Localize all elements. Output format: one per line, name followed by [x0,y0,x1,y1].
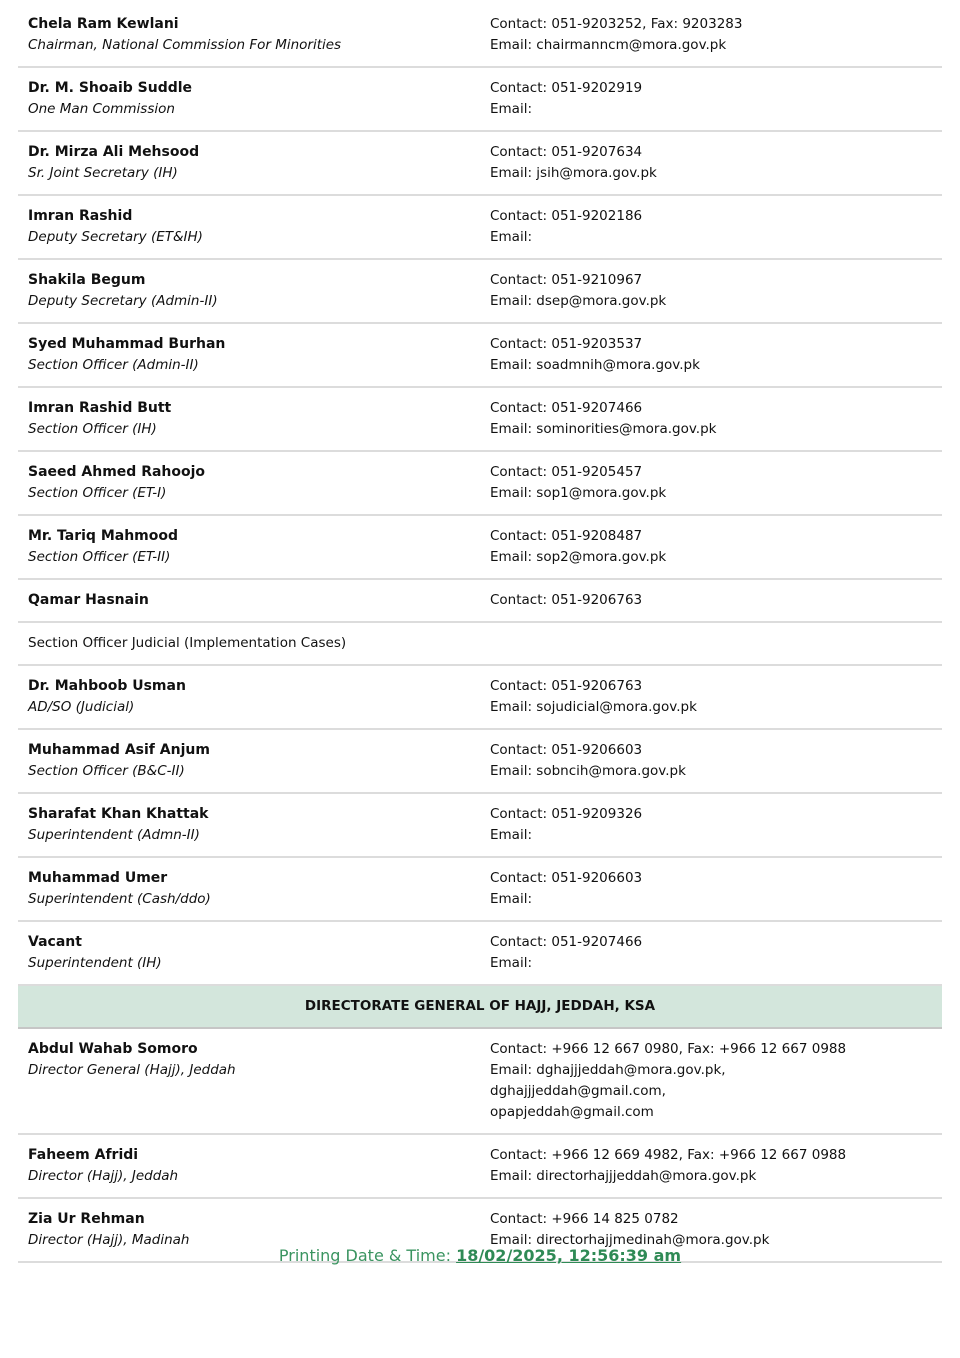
table-row [18,68,942,132]
contact-number: Contact: 051-9205457 [490,464,643,480]
contact-number: Contact: +966 12 669 4982, Fax: +966 12 667 0988 [490,1147,847,1163]
contact-number: Contact: 051-9202186 [490,208,643,224]
contact-number: Contact: +966 14 825 0782 [490,1211,679,1227]
contact-cell [480,78,942,120]
contact-cell [480,398,942,440]
person-title: Superintendent (Cash/ddo) [28,891,211,907]
contact-cell [480,932,942,974]
email-address: Email: [490,955,533,971]
contact-cell [480,1209,942,1251]
person-cell [18,1209,480,1251]
person-cell [18,334,480,376]
print-datetime-link[interactable]: 18/02/2025, 12:56:39 am [456,1246,682,1265]
person-title: Superintendent (IH) [28,955,162,971]
person-name: Saeed Ahmed Rahoojo [28,464,206,480]
contact-cell [480,270,942,312]
email-address: Email: [490,229,533,245]
section-title: DIRECTORATE GENERAL OF HAJJ, JEDDAH, KSA [304,998,656,1014]
person-cell [18,1039,480,1123]
person-cell [18,676,480,718]
table-row [18,516,942,580]
email-address: Email: dghajjjeddah@mora.gov.pk, [490,1062,726,1078]
person-title: Deputy Secretary (ET&IH) [28,229,203,245]
email-address: Email: sop1@mora.gov.pk [490,485,667,501]
table-row [18,666,942,730]
person-cell [18,932,480,974]
contact-number: Contact: 051-9202919 [490,80,643,96]
print-footer [0,1246,960,1265]
person-title: Section Officer (B&C-II) [28,763,185,779]
person-cell [18,398,480,440]
contact-number: Contact: +966 12 667 0980, Fax: +966 12 667 0988 [490,1041,847,1057]
person-title: AD/SO (Judicial) [28,699,135,715]
person-cell [18,868,480,910]
person-cell [18,142,480,184]
email-address: Email: jsih@mora.gov.pk [490,165,657,181]
person-name: Abdul Wahab Somoro [28,1041,198,1057]
email-address: Email: [490,891,533,907]
contact-number: Contact: 051-9203537 [490,336,643,352]
person-cell [18,270,480,312]
person-name: Dr. Mahboob Usman [28,678,186,694]
person-title: Director General (Hajj), Jeddah [28,1062,236,1078]
contact-number: Contact: 051-9206603 [490,742,643,758]
contact-number: Contact: 051-9208487 [490,528,643,544]
contact-cell [480,206,942,248]
table-row [18,388,942,452]
person-name: Zia Ur Rehman [28,1211,145,1227]
person-cell [18,804,480,846]
contact-number: Contact: 051-9207466 [490,934,643,950]
contact-number: Contact: 051-9203252, Fax: 9203283 [490,16,743,32]
contact-cell [480,868,942,910]
contact-number: Contact: 051-9207634 [490,144,643,160]
person-cell [18,14,480,56]
person-cell [18,1145,480,1187]
person-title: Section Officer (ET-II) [28,549,171,565]
section-header [18,986,942,1029]
table-row [18,922,942,986]
person-name: Shakila Begum [28,272,146,288]
person-title: One Man Commission [28,101,175,117]
email-address: Email: directorhajjjeddah@mora.gov.pk [490,1168,757,1184]
contact-cell [480,676,942,718]
table-row [18,132,942,196]
contact-cell [480,740,942,782]
person-cell [18,526,480,568]
email-address: Email: sominorities@mora.gov.pk [490,421,717,437]
email-address-secondary: dghajjjeddah@gmail.com, [490,1083,666,1099]
person-cell [18,740,480,782]
contact-number: Contact: 051-9209326 [490,806,643,822]
table-row [18,580,942,623]
person-title: Chairman, National Commission For Minorities [28,37,342,53]
person-name: Syed Muhammad Burhan [28,336,226,352]
contact-number: Contact: 051-9210967 [490,272,643,288]
print-label: Printing Date & Time: [278,1246,457,1265]
email-address: Email: dsep@mora.gov.pk [490,293,667,309]
table-row [18,4,942,68]
contact-cell [480,334,942,376]
contact-cell [480,142,942,184]
person-title: Deputy Secretary (Admin-II) [28,293,218,309]
person-name: Qamar Hasnain [28,592,149,608]
person-title: Section Officer (IH) [28,421,157,437]
contact-cell [480,590,942,611]
contact-number: Contact: 051-9206603 [490,870,643,886]
person-cell [18,590,480,611]
table-row [18,324,942,388]
table-row [18,196,942,260]
person-title: Director (Hajj), Madinah [28,1232,190,1248]
email-address: Email: sop2@mora.gov.pk [490,549,667,565]
person-name: Dr. M. Shoaib Suddle [28,80,193,96]
contact-cell [480,14,942,56]
person-cell [18,462,480,504]
person-cell [18,206,480,248]
email-address: Email: [490,827,533,843]
person-name: Imran Rashid [28,208,133,224]
table-row [18,623,942,666]
contact-number: Contact: 051-9206763 [490,592,643,608]
email-address-tertiary: opapjeddah@gmail.com [490,1104,654,1120]
contact-cell [480,1039,942,1123]
person-title: Section Officer (Admin-II) [28,357,199,373]
email-address: Email: [490,101,533,117]
person-name: Imran Rashid Butt [28,400,172,416]
person-name: Muhammad Asif Anjum [28,742,210,758]
contact-cell [480,526,942,568]
person-name: Chela Ram Kewlani [28,16,179,32]
row-note: Section Officer Judicial (Implementation Cases) [28,635,347,651]
email-address: Email: sobncih@mora.gov.pk [490,763,686,779]
email-address: Email: soadmnih@mora.gov.pk [490,357,700,373]
person-name: Faheem Afridi [28,1147,139,1163]
person-name: Vacant [28,934,82,950]
table-row [18,260,942,324]
person-title: Director (Hajj), Jeddah [28,1168,179,1184]
contact-cell [480,804,942,846]
person-name: Mr. Tariq Mahmood [28,528,179,544]
email-address: Email: sojudicial@mora.gov.pk [490,699,697,715]
contact-cell [480,462,942,504]
table-row [18,730,942,794]
table-row [18,794,942,858]
email-address: Email: directorhajjmedinah@mora.gov.pk [490,1232,770,1248]
person-name: Muhammad Umer [28,870,168,886]
person-title: Section Officer (ET-I) [28,485,167,501]
contact-directory [18,4,942,1263]
contact-cell [480,1145,942,1187]
person-name: Sharafat Khan Khattak [28,806,209,822]
contact-number: Contact: 051-9207466 [490,400,643,416]
email-address: Email: chairmanncm@mora.gov.pk [490,37,727,53]
person-name: Dr. Mirza Ali Mehsood [28,144,200,160]
contact-number: Contact: 051-9206763 [490,678,643,694]
person-cell [18,78,480,120]
person-title: Superintendent (Admn-II) [28,827,200,843]
person-title: Sr. Joint Secretary (IH) [28,165,178,181]
table-row [18,1135,942,1199]
table-row [18,858,942,922]
table-row [18,452,942,516]
table-row [18,1029,942,1135]
